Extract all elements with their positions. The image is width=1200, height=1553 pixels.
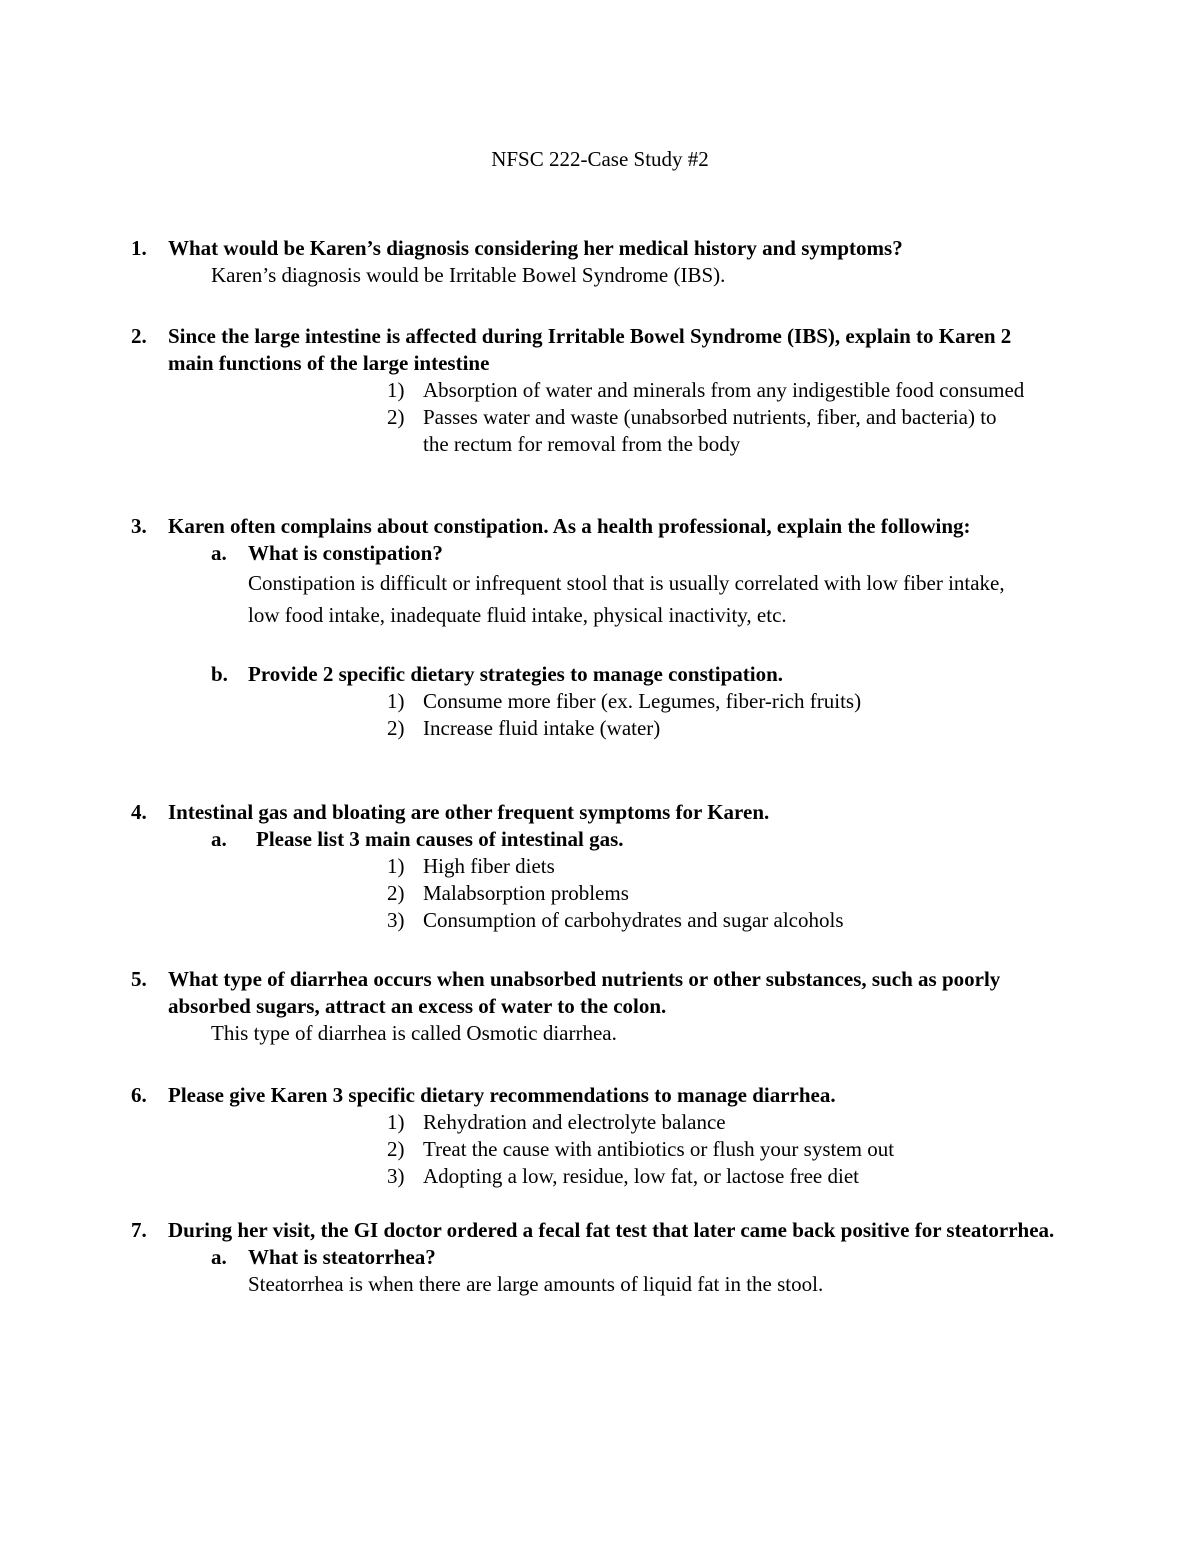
question-number: 3. bbox=[131, 514, 147, 538]
question-number: 2. bbox=[131, 324, 147, 348]
subquestion-answer: Constipation is difficult or infrequent stool that is usually correlated with low fiber intake, low food intake, inadequate fluid intake, physical inactivity, etc. bbox=[248, 571, 1005, 627]
list-item-text: Treat the cause with antibiotics or flush your system out bbox=[423, 1137, 895, 1161]
list-item bbox=[387, 853, 1061, 880]
answer-list bbox=[387, 853, 1061, 934]
question-4 bbox=[131, 799, 1061, 934]
list-item bbox=[387, 715, 1061, 742]
list-item-number: 3) bbox=[387, 908, 405, 932]
question-number: 7. bbox=[131, 1218, 147, 1242]
list-item-number: 1) bbox=[387, 378, 405, 402]
list-item bbox=[387, 377, 1027, 404]
subquestion-letter: a. bbox=[211, 1245, 227, 1269]
list-item bbox=[387, 1109, 1061, 1136]
list-item bbox=[387, 688, 1061, 715]
list-item-text: Consume more fiber (ex. Legumes, fiber-rich fruits) bbox=[423, 689, 862, 713]
subquestion-a bbox=[211, 826, 1061, 853]
question-7 bbox=[131, 1217, 1061, 1298]
list-item-text: Consumption of carbohydrates and sugar alcohols bbox=[423, 908, 844, 932]
answer-text: This type of diarrhea is called Osmotic diarrhea. bbox=[211, 1021, 617, 1045]
question-text: What type of diarrhea occurs when unabsorbed nutrients or other substances, such as poorly absorbed sugars, attract an excess of water to the colon. bbox=[168, 967, 1001, 1018]
question-number: 1. bbox=[131, 236, 147, 260]
list-item-text: Rehydration and electrolyte balance bbox=[423, 1110, 726, 1134]
answer-list bbox=[387, 688, 1061, 742]
question-text: Karen often complains about constipation. As a health professional, explain the following: bbox=[168, 514, 971, 538]
list-item-number: 2) bbox=[387, 716, 405, 740]
list-item bbox=[387, 880, 1061, 907]
list-item-text: Absorption of water and minerals from any indigestible food consumed bbox=[423, 378, 1025, 402]
list-item-number: 3) bbox=[387, 1164, 405, 1188]
subquestion-text: What is constipation? bbox=[248, 541, 443, 565]
question-text: What would be Karen’s diagnosis considering her medical history and symptoms? bbox=[168, 236, 903, 260]
list-item-text: Passes water and waste (unabsorbed nutrients, fiber, and bacteria) to the rectum for removal from the body bbox=[423, 405, 997, 456]
subquestion-b bbox=[211, 661, 1061, 688]
question-6 bbox=[131, 1082, 1061, 1190]
question-number: 4. bbox=[131, 800, 147, 824]
question-3 bbox=[131, 513, 1061, 742]
subquestion-text: Please list 3 main causes of intestinal gas. bbox=[256, 827, 624, 851]
question-text: Please give Karen 3 specific dietary recommendations to manage diarrhea. bbox=[168, 1083, 836, 1107]
list-item-number: 2) bbox=[387, 405, 405, 429]
question-number: 5. bbox=[131, 967, 147, 991]
list-item-text: Adopting a low, residue, low fat, or lactose free diet bbox=[423, 1164, 859, 1188]
subquestion-letter: a. bbox=[211, 827, 227, 851]
answer-list bbox=[387, 1109, 1061, 1190]
question-text: Since the large intestine is affected during Irritable Bowel Syndrome (IBS), explain to Karen 2 main functions of the large intestine bbox=[168, 324, 1012, 375]
question-2 bbox=[131, 323, 1061, 458]
subquestion-text: Provide 2 specific dietary strategies to manage constipation. bbox=[248, 662, 784, 686]
list-item-text: High fiber diets bbox=[423, 854, 555, 878]
list-item bbox=[387, 404, 1027, 458]
subquestion-letter: b. bbox=[211, 662, 228, 686]
subquestion-text: What is steatorrhea? bbox=[248, 1245, 436, 1269]
list-item-number: 2) bbox=[387, 881, 405, 905]
subquestion-a bbox=[211, 540, 1061, 567]
list-item-text: Increase fluid intake (water) bbox=[423, 716, 661, 740]
list-item-number: 1) bbox=[387, 1110, 405, 1134]
list-item-text: Malabsorption problems bbox=[423, 881, 629, 905]
question-text: Intestinal gas and bloating are other frequent symptoms for Karen. bbox=[168, 800, 770, 824]
question-number: 6. bbox=[131, 1083, 147, 1107]
list-item bbox=[387, 1163, 1061, 1190]
list-item bbox=[387, 1136, 1061, 1163]
list-item-number: 1) bbox=[387, 854, 405, 878]
document-title: NFSC 222-Case Study #2 bbox=[491, 147, 709, 171]
list-item bbox=[387, 907, 1061, 934]
answer-text: Karen’s diagnosis would be Irritable Bowel Syndrome (IBS). bbox=[211, 263, 726, 287]
list-item-number: 1) bbox=[387, 689, 405, 713]
question-5 bbox=[131, 966, 1061, 1047]
subquestion-answer: Steatorrhea is when there are large amounts of liquid fat in the stool. bbox=[248, 1272, 824, 1296]
question-1 bbox=[131, 235, 1061, 289]
answer-list bbox=[387, 377, 1027, 458]
subquestion-a bbox=[211, 1244, 1061, 1271]
subquestion-letter: a. bbox=[211, 541, 227, 565]
list-item-number: 2) bbox=[387, 1137, 405, 1161]
question-text: During her visit, the GI doctor ordered a fecal fat test that later came back positive for steatorrhea. bbox=[168, 1218, 1055, 1242]
